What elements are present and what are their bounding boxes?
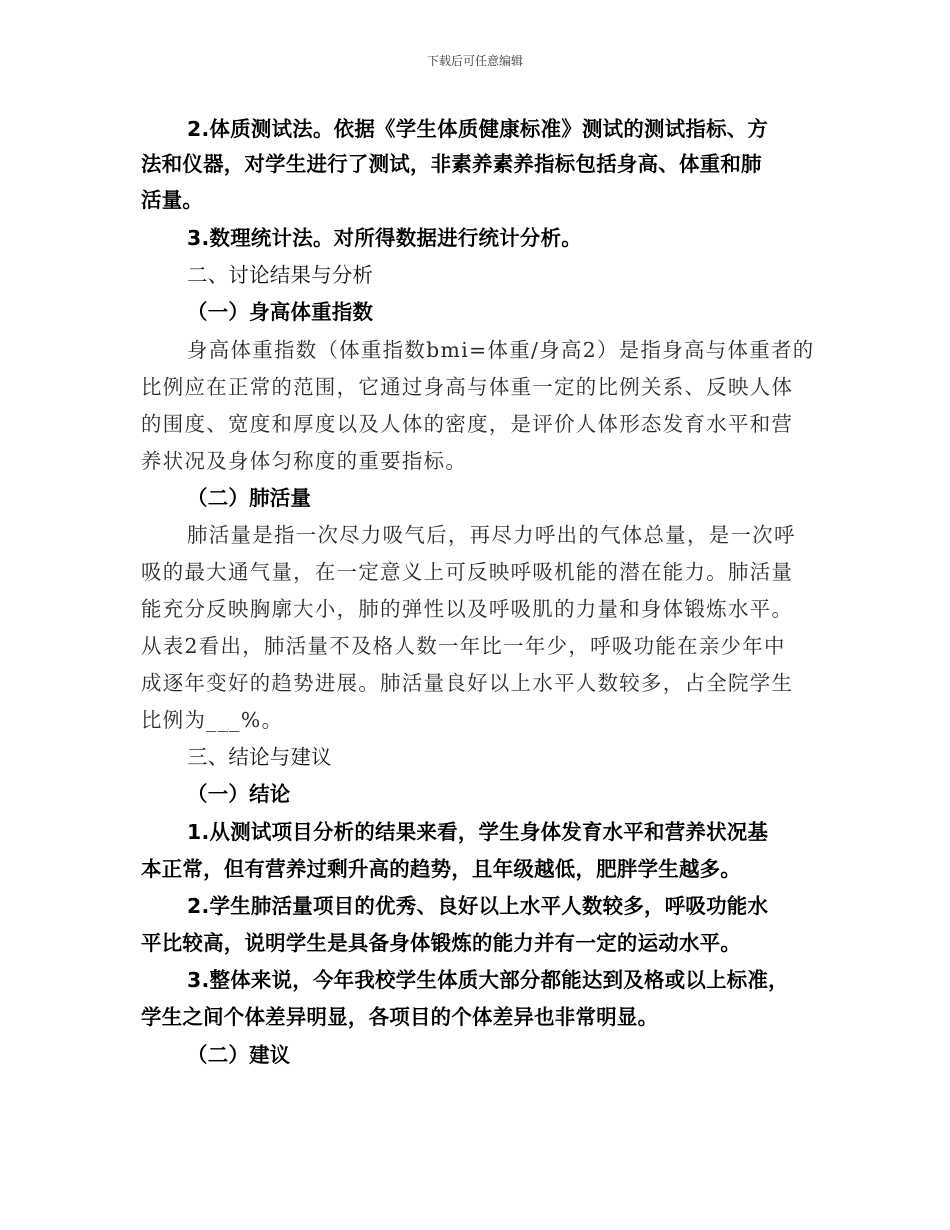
lung-paragraph-line-2: 吸的最大通气量，在一定意义上可反映呼吸机能的潜在能力。肺活量	[141, 560, 794, 584]
subsection-heading-suggestion: （二）建议	[187, 1043, 291, 1067]
conclusion-item-1-line-1: 1.从测试项目分析的结果来看，学生身体发育水平和营养状况基	[187, 820, 769, 844]
subsection-heading-lung: （二）肺活量	[187, 486, 312, 510]
method-item-3: 3.数理统计法。对所得数据进行统计分析。	[187, 226, 582, 250]
method-item-2-line-3: 活量。	[141, 188, 204, 212]
bmi-paragraph-line-1: 身高体重指数（体重指数bmi=体重/身高2）是指身高与体重者的	[187, 338, 815, 362]
lung-paragraph-line-3: 能充分反映胸廓大小，肺的弹性以及呼吸肌的力量和身体锻炼水平。	[141, 597, 794, 621]
conclusion-item-2-line-2: 平比较高，说明学生是具备身体锻炼的能力并有一定的运动水平。	[141, 931, 742, 955]
bmi-paragraph-line-4: 养状况及身体匀称度的重要指标。	[141, 449, 468, 473]
method-item-2-line-2: 法和仪器，对学生进行了测试，非素养素养指标包括身高、体重和肺	[141, 152, 762, 176]
page-header: 下载后可任意编辑	[426, 54, 523, 68]
subsection-heading-conclusion: （一）结论	[187, 782, 291, 806]
lung-paragraph-line-1: 肺活量是指一次尽力吸气后，再尽力呼出的气体总量，是一次呼	[187, 523, 796, 547]
subsection-heading-bmi: （一）身高体重指数	[187, 300, 374, 324]
conclusion-item-2-line-1: 2.学生肺活量项目的优秀、良好以上水平人数较多，呼吸功能水	[187, 894, 769, 918]
lung-paragraph-line-6: 比例为___%。	[141, 708, 284, 732]
lung-paragraph-line-4: 从表2看出，肺活量不及格人数一年比一年少，呼吸功能在亲少年中	[141, 634, 786, 658]
lung-paragraph-line-5: 成逐年变好的趋势进展。肺活量良好以上水平人数较多，占全院学生	[141, 671, 794, 695]
section-heading-2: 二、讨论结果与分析	[187, 263, 374, 287]
conclusion-item-3-line-1: 3.整体来说，今年我校学生体质大部分都能达到及格或以上标准，	[187, 968, 789, 992]
bmi-paragraph-line-2: 比例应在正常的范围，它通过身高与体重一定的比例关系、反映人体	[141, 375, 794, 399]
conclusion-item-1-line-2: 本正常，但有营养过剩升高的趋势，且年级越低，肥胖学生越多。	[141, 857, 742, 881]
section-heading-3: 三、结论与建议	[187, 745, 332, 769]
method-item-2-line-1: 2.体质测试法。依据《学生体质健康标准》测试的测试指标、方	[187, 117, 769, 141]
conclusion-item-3-line-2: 学生之间个体差异明显，各项目的个体差异也非常明显。	[141, 1005, 659, 1029]
bmi-paragraph-line-3: 的围度、宽度和厚度以及人体的密度，是评价人体形态发育水平和营	[141, 412, 794, 436]
